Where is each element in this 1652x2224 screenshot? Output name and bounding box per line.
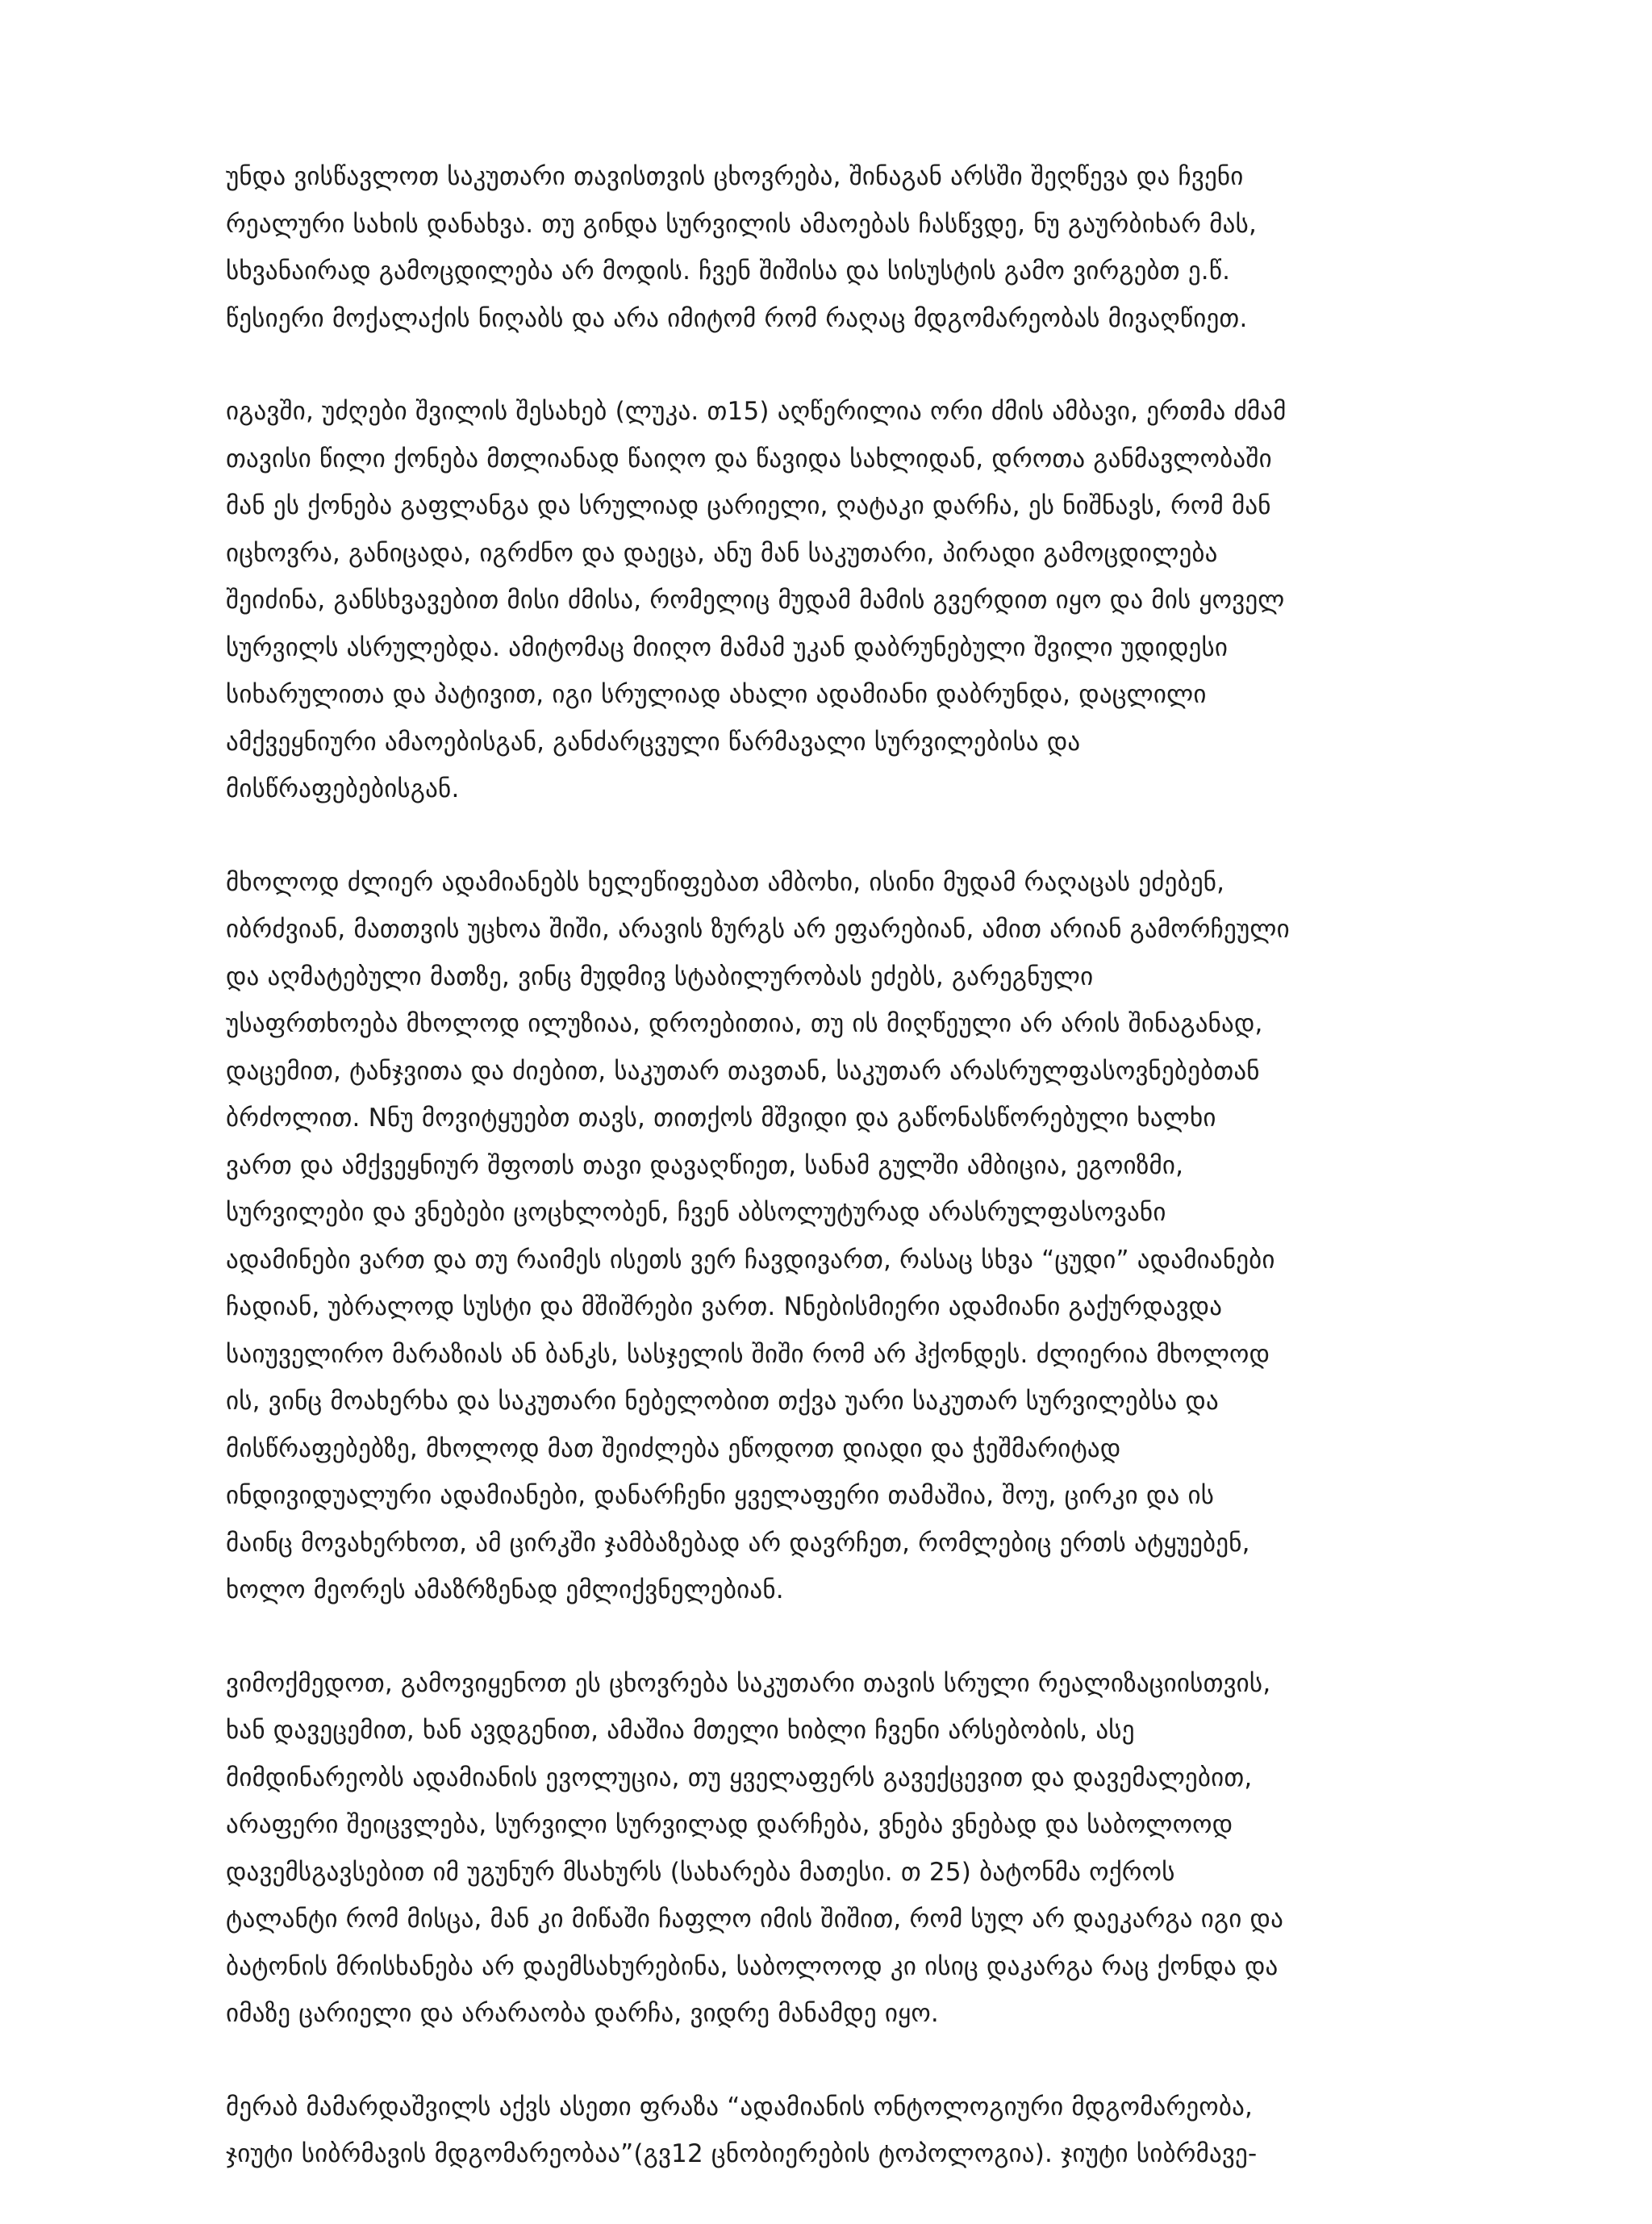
paragraph-line: ინდივიდუალური ადამიანები, დანარჩენი ყველაფერი თამაშია, შოუ, ცირკი და ის xyxy=(226,1481,1215,1510)
paragraph-line: უსაფრთხოება მხოლოდ ილუზიაა, დროებითია, თუ ის მიღწეული არ არის შინაგანად, xyxy=(226,1009,1263,1038)
paragraph-line: ვიმოქმედოთ, გამოვიყენოთ ეს ცხოვრება საკუთარი თავის სრული რეალიზაციისთვის, xyxy=(226,1668,1271,1698)
paragraph-line: მისწრაფებებზე, მხოლოდ მათ შეიძლება ეწოდოთ დიადი და ჭეშმარიტად xyxy=(226,1433,1121,1463)
paragraph-line: სურვილს ასრულებდა. ამიტომაც მიიღო მამამ უკან დაბრუნებული შვილი უდიდესი xyxy=(226,632,1229,662)
paragraph-line: ვართ და ამქვეყნიურ შფოთს თავი დავაღწიეთ, სანამ გულში ამბიცია, ეგოიზმი, xyxy=(226,1150,1184,1180)
document-body xyxy=(226,153,1460,2224)
paragraph-line: უნდა ვისწავლოთ საკუთარი თავისთვის ცხოვრება, შინაგან არსში შეღწევა და ჩვენი xyxy=(226,162,1244,191)
paragraph-line: თავისი წილი ქონება მთლიანად წაიღო და წავიდა სახლიდან, დროთა განმავლობაში xyxy=(226,444,1272,474)
paragraph-line: მისწრაფებებისგან. xyxy=(226,774,460,803)
paragraph xyxy=(226,153,1460,342)
paragraph-line: ბრძოლით. Nნუ მოვიტყუებთ თავს, თითქოს მშვიდი და გაწონასწორებული ხალხი xyxy=(226,1104,1216,1133)
paragraph-line: იმაზე ცარიელი და არარაობა დარჩა, ვიდრე მანამდე იყო. xyxy=(226,1999,939,2028)
paragraph-line: სურვილები და ვნებები ცოცხლობენ, ჩვენ აბსოლუტურად არასრულფასოვანი xyxy=(226,1198,1166,1227)
paragraph xyxy=(226,859,1460,1614)
paragraph-line: მიმდინარეობს ადამიანის ევოლუცია, თუ ყველაფერს გავექცევით და დავემალებით, xyxy=(226,1763,1253,1792)
paragraph-line: ჯიუტი სიბრმავის მდგომარეობაა”(გვ12 ცნობიერების ტოპოლოგია). ჯიუტი სიბრმავე- xyxy=(226,2139,1258,2168)
paragraph-line: იცხოვრა, განიცადა, იგრძნო და დაეცა, ანუ მან საკუთარი, პირადი გამოცდილება xyxy=(226,538,1218,568)
paragraph-line: სხვანაირად გამოცდილება არ მოდის. ჩვენ შიშისა და სისუსტის გამო ვირგებთ ე.წ. xyxy=(226,257,1231,286)
paragraph-line: რეალური სახის დანახვა. თუ გინდა სურვილის ამაოებას ჩასწვდე, ნუ გაურბიხარ მას, xyxy=(226,209,1258,239)
paragraph xyxy=(226,2084,1460,2178)
paragraph-line: და აღმატებული მათზე, ვინც მუდმივ სტაბილურობას ეძებს, გარეგნული xyxy=(226,962,1094,991)
paragraph-line: მერაბ მამარდაშვილს აქვს ასეთი ფრაზა “ადამიანის ონტოლოგიური მდგომარეობა, xyxy=(226,2092,1254,2122)
paragraph-line: მან ეს ქონება გაფლანგა და სრულიად ცარიელი, ღატაკი დარჩა, ეს ნიშნავს, რომ მან xyxy=(226,491,1271,520)
paragraph-line: შეიძინა, განსხვავებით მისი ძმისა, რომელიც მუდამ მამის გვერდით იყო და მის ყოველ xyxy=(226,586,1285,615)
paragraph xyxy=(226,388,1460,813)
paragraph-line: არაფერი შეიცვლება, სურვილი სურვილად დარჩება, ვნება ვნებად და საბოლოოდ xyxy=(226,1810,1233,1839)
paragraph-line: საიუველირო მარაზიას ან ბანკს, სასჯელის შიში რომ არ ჰქონდეს. ძლიერია მხოლოდ xyxy=(226,1339,1270,1369)
paragraph-line: ის, ვინც მოახერხა და საკუთარი ნებელობით თქვა უარი საკუთარ სურვილებსა და xyxy=(226,1387,1219,1416)
paragraph-line: ხან დავეცემით, ხან ავდგენით, ამაშია მთელი ხიბლი ჩვენი არსებობის, ასე xyxy=(226,1716,1135,1745)
paragraph-line: მხოლოდ ძლიერ ადამიანებს ხელეწიფებათ ამბოხი, ისინი მუდამ რაღაცას ეძებენ, xyxy=(226,867,1225,897)
paragraph-line: იბრძვიან, მათთვის უცხოა შიში, არავის ზურგს არ ეფარებიან, ამით არიან გამორჩეული xyxy=(226,915,1290,944)
paragraph-line: ჩადიან, უბრალოდ სუსტი და მშიშრები ვართ. Nნებისმიერი ადამიანი გაქურდავდა xyxy=(226,1292,1223,1321)
paragraph-line: ხოლო მეორეს ამაზრზენად ემლიქვნელებიან. xyxy=(226,1575,784,1604)
paragraph-line: წესიერი მოქალაქის ნიღაბს და არა იმიტომ რომ რაღაც მდგომარეობას მივაღწიეთ. xyxy=(226,303,1248,333)
paragraph-line: სიხარულითა და პატივით, იგი სრულიად ახალი ადამიანი დაბრუნდა, დაცლილი xyxy=(226,680,1207,709)
paragraph-line: იგავში, უძღები შვილის შესახებ (ლუკა. თ15) აღწერილია ორი ძმის ამბავი, ერთმა ძმამ xyxy=(226,397,1287,426)
paragraph-line: ამქვეყნიური ამაოებისგან, განძარცვული წარმავალი სურვილებისა და xyxy=(226,727,1081,757)
paragraph-line: დაცემით, ტანჯვითა და ძიებით, საკუთარ თავთან, საკუთარ არასრულფასოვნებებთან xyxy=(226,1056,1260,1086)
paragraph-line: დავემსგავსებით იმ უგუნურ მსახურს (სახარება მათესი. თ 25) ბატონმა ოქროს xyxy=(226,1857,1175,1887)
paragraph xyxy=(226,1660,1460,2038)
paragraph-line: მაინც მოვახერხოთ, ამ ცირკში ჯამბაზებად არ დავრჩეთ, რომლებიც ერთს ატყუებენ, xyxy=(226,1528,1250,1558)
paragraph-line: ტალანტი რომ მისცა, მან კი მიწაში ჩაფლო იმის შიშით, რომ სულ არ დაეკარგა იგი და xyxy=(226,1905,1284,1934)
paragraph-line: ბატონის მრისხანება არ დაემსახურებინა, საბოლოოდ კი ისიც დაკარგა რაც ქონდა და xyxy=(226,1951,1279,1981)
paragraph-line: ადამინები ვართ და თუ რაიმეს ისეთს ვერ ჩავდივართ, რასაც სხვა “ცუდი” ადამიანები xyxy=(226,1245,1275,1275)
